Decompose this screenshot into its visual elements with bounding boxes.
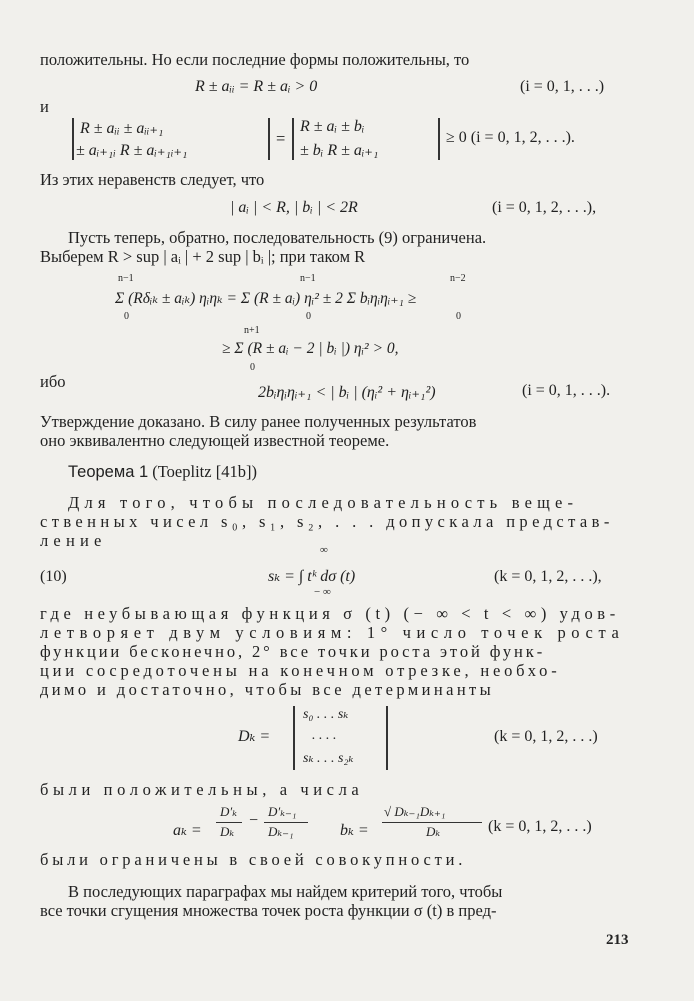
sum-formula-1: Σ (Rδᵢₖ ± aᵢₖ) ηᵢηₖ = Σ (R ± aᵢ) ηᵢ² ± 2 Σ bᵢηᵢηᵢ₊₁ ≥ [115, 290, 417, 307]
det-right-bar-l [292, 118, 294, 160]
theorem-reference: (Toeplitz [41b]) [152, 462, 257, 481]
theorem-line-9: были положительны, а числа [40, 780, 364, 799]
theorem-line-1: Для того, чтобы последовательность веще- [68, 493, 579, 512]
theorem-line-4: где неубывающая функция σ (t) (− ∞ < t < ∞) удов- [40, 604, 620, 623]
formula-3-condition: (i = 0, 1, . . .). [522, 382, 611, 399]
formula-3: 2bᵢηᵢηᵢ₊₁ < | bᵢ | (ηᵢ² + ηᵢ₊₁²) [258, 384, 436, 401]
ak-fraction-1-denominator: Dₖ [220, 824, 235, 839]
text-line-4: Выберем R > sup | aᵢ | + 2 sup | bᵢ |; при таком R [40, 247, 366, 266]
text-and: и [40, 97, 49, 116]
theorem-title: Теорема 1 [68, 463, 149, 481]
theorem-line-7: ции сосредоточены на конечном отрезке, необхо- [40, 661, 561, 680]
sum1-c-upper: n−2 [450, 273, 466, 284]
text-line-18: все точки сгущения множества точек роста функции σ (t) в пред- [40, 901, 497, 920]
formula-1-condition: (i = 0, 1, . . .) [520, 78, 605, 95]
theorem-line-8: димо и достаточно, чтобы все детерминанты [40, 680, 495, 699]
det-right-bar-r [438, 118, 440, 160]
theorem-line-5: летворяет двум условиям: 1° число точек роста [40, 623, 625, 642]
ak-fraction-2-bar [264, 822, 308, 823]
text-ibo: ибо [40, 372, 66, 391]
dk-bar-left [293, 706, 295, 770]
text-line-3: Пусть теперь, обратно, последовательность (9) ограничена. [68, 228, 487, 247]
equation-10-label: (10) [40, 568, 67, 585]
sum1-a-upper: n−1 [118, 273, 134, 284]
dk-row-2: . . . . [312, 728, 337, 743]
sum2-upper: n+1 [244, 325, 260, 336]
ak-fraction-1-bar [216, 822, 242, 823]
text-line-2: Из этих неравенств следует, что [40, 170, 265, 189]
ak-minus: − [248, 812, 259, 829]
ak-fraction-2-denominator: Dₖ₋₁ [268, 824, 294, 839]
det-right-row-1: R ± aᵢ ± bᵢ [300, 118, 365, 135]
dk-bar-right [386, 706, 388, 770]
sum2-lower: 0 [250, 362, 255, 373]
dk-label: Dₖ = [238, 728, 271, 745]
formula-2: | aᵢ | < R, | bᵢ | < 2R [230, 199, 358, 216]
theorem-line-6: функции бесконечно, 2° все точки роста этой функ- [40, 642, 546, 661]
det-left-row-2: ± aᵢ₊₁ᵢ R ± aᵢ₊₁ᵢ₊₁ [76, 142, 188, 159]
akbk-condition: (k = 0, 1, 2, . . .) [488, 818, 592, 835]
bk-fraction-bar [382, 822, 482, 823]
det-equals: = [276, 129, 286, 148]
ak-fraction-2-numerator: D′ₖ₋₁ [268, 804, 297, 819]
det-condition: ≥ 0 (i = 0, 1, 2, . . .). [446, 129, 575, 146]
text-line-17: В последующих параграфах мы найдем критерий того, чтобы [68, 882, 503, 901]
theorem-line-3: ление [40, 531, 107, 550]
bk-numerator: √ Dₖ₋₁Dₖ₊₁ [384, 804, 446, 819]
text-line-1: положительны. Но если последние формы положительны, то [40, 50, 470, 69]
text-line-6: оно эквивалентно следующей известной теореме. [40, 431, 390, 450]
dk-row-1: s₀ . . . sₖ [303, 707, 349, 722]
dk-row-3: sₖ . . . s₂ₖ [303, 751, 354, 766]
formula-2-condition: (i = 0, 1, 2, . . .), [492, 199, 597, 216]
det-right-row-2: ± bᵢ R ± aᵢ₊₁ [300, 142, 379, 159]
bk-denominator: Dₖ [426, 824, 441, 839]
det-left-bar-r [268, 118, 270, 160]
sum1-b-lower: 0 [306, 311, 311, 322]
theorem-line-2: ственных чисел s₀, s₁, s₂, . . . допускала представ- [40, 512, 614, 531]
ak-label: aₖ = [173, 822, 202, 839]
sum1-c-lower: 0 [456, 311, 461, 322]
sum1-a-lower: 0 [124, 311, 129, 322]
det-left-row-1: R ± aᵢᵢ ± aᵢᵢ₊₁ [80, 120, 164, 137]
equation-10-condition: (k = 0, 1, 2, . . .), [494, 568, 602, 585]
bk-label: bₖ = [340, 822, 369, 839]
text-line-5: Утверждение доказано. В силу ранее полученных результатов [40, 412, 477, 431]
equation-10-upper-limit: ∞ [320, 544, 328, 556]
equation-10: sₖ = ∫ tᵏ dσ (t) [268, 568, 356, 585]
equation-10-lower-limit: − ∞ [314, 586, 331, 598]
sum-formula-2: ≥ Σ (R ± aᵢ − 2 | bᵢ |) ηᵢ² > 0, [222, 340, 399, 357]
sum1-b-upper: n−1 [300, 273, 316, 284]
theorem-heading [68, 462, 257, 482]
theorem-line-10: были ограничены в своей совокупности. [40, 850, 467, 869]
page-number: 213 [606, 932, 629, 948]
dk-condition: (k = 0, 1, 2, . . .) [494, 728, 598, 745]
formula-1: R ± aᵢᵢ = R ± aᵢ > 0 [195, 78, 318, 95]
det-left-bar-l [72, 118, 74, 160]
ak-fraction-1-numerator: D′ₖ [220, 804, 237, 819]
